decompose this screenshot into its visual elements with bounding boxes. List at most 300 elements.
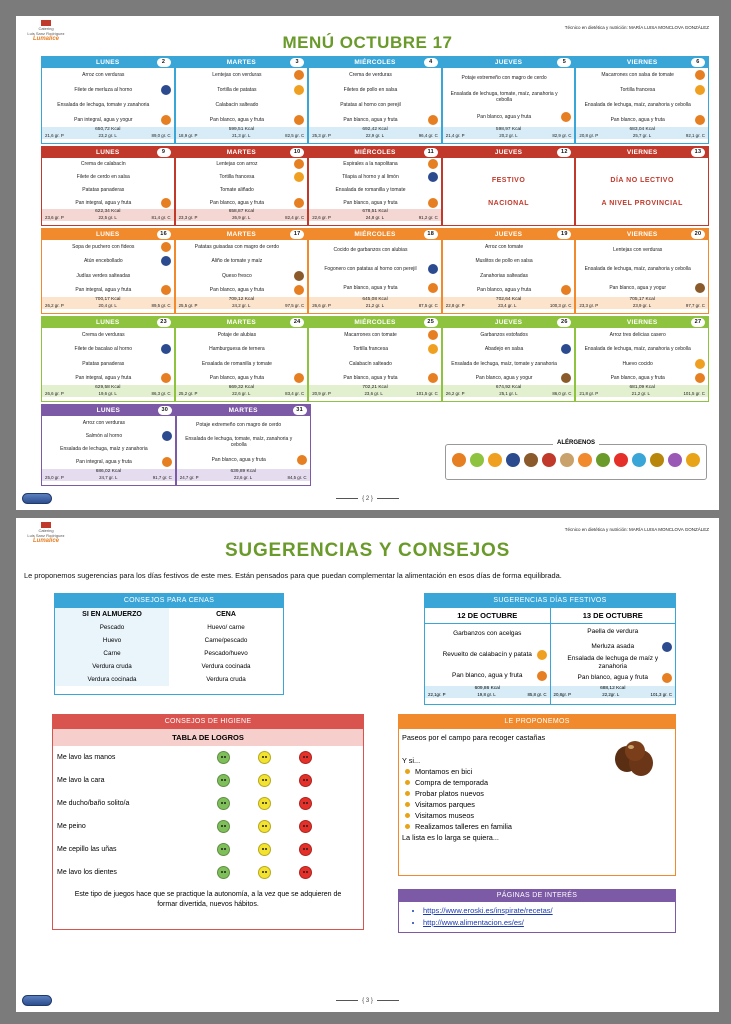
dish-item	[309, 171, 441, 184]
day-header	[42, 229, 174, 240]
dish-item	[42, 184, 174, 197]
happy-face-icon[interactable]	[217, 866, 230, 879]
dish-item	[42, 112, 174, 127]
dish-text: Patatas panaderas	[82, 360, 125, 367]
kcal-value: 598,97 Kcal	[495, 126, 522, 132]
dish-text: Ensalada de romanilla y tomate	[201, 360, 272, 367]
day-card	[41, 56, 175, 144]
protein-value: 26,6 gr. P	[312, 303, 331, 308]
dish-text: Pan integral, agua y fruta	[75, 199, 132, 206]
sad-face-icon[interactable]	[299, 751, 312, 764]
macros-row	[576, 303, 708, 309]
holiday-suggestions-title: SUGERENCIAS DÍAS FESTIVOS	[425, 594, 675, 608]
dish-item	[576, 259, 708, 278]
day-card	[442, 228, 576, 314]
page-title: SUGERENCIAS Y CONSEJOS	[224, 540, 511, 561]
dish-text: Arroz tres delicias casero	[609, 332, 666, 339]
week-row	[41, 316, 709, 402]
dish-item	[176, 254, 308, 268]
protein-value: 23,3 gr. P	[579, 303, 599, 308]
macros-row	[309, 303, 441, 309]
hygiene-note: Este tipo de juegos hace que se practique la autonomía, a la vez que se adquieren de formar divertida, nuevos hábitos.	[74, 891, 342, 908]
day-name: VIERNES	[626, 59, 658, 66]
dish-text: Pan integral, agua y fruta	[75, 459, 132, 466]
carb-value: 82,9 gr. C	[552, 132, 572, 138]
day-name: MIÉRCOLES	[354, 59, 396, 66]
neutral-face-icon[interactable]	[258, 797, 271, 810]
gluten-allergen-icon	[294, 285, 304, 295]
dish-text: Aliño de tomate y maíz	[211, 258, 263, 265]
allergen-icon	[578, 453, 592, 467]
intro-text: Le proponemos sugerencias para los días festivos de este mes. Están pensados para que puedan complementar la alimentación en esos días de forma equilibrada.	[24, 571, 562, 580]
dish-item	[309, 112, 441, 127]
dish-text: Muslitos de pollo en salsa	[475, 258, 533, 265]
nutrition-info	[176, 127, 308, 139]
dish-item	[176, 158, 308, 171]
day-header	[42, 405, 175, 416]
sad-face-icon[interactable]	[299, 843, 312, 856]
day-number: 26	[557, 318, 571, 327]
suggestion-item: Visitamos museos	[402, 810, 672, 821]
dish-text: Filetes de pollo en salsa	[343, 87, 398, 94]
day-number: 24	[290, 318, 304, 327]
lipid-value: 25,7 gr. L	[632, 133, 652, 138]
dish-item	[42, 254, 174, 268]
day-name: JUEVES	[494, 149, 523, 156]
day-card	[175, 228, 309, 314]
nutrition-info	[443, 297, 575, 309]
nutrition-info	[576, 127, 708, 139]
chestnut-image	[613, 739, 655, 779]
page-footer: { 2 }	[16, 496, 719, 502]
dish-text: Pan blanco, agua y fruta	[343, 284, 398, 291]
dish-text: Garbanzos con acelgas	[453, 630, 522, 638]
kcal-value: 702,64 Kcal	[495, 297, 522, 302]
dish-item	[176, 68, 308, 83]
protein-value: 23,6 gr. P	[45, 215, 64, 220]
allergen-icon	[686, 453, 700, 467]
holiday-text: FESTIVO	[491, 176, 526, 184]
interest-link[interactable]: • https://www.eroski.es/inspirate/recetas/	[423, 905, 675, 917]
dish-item	[42, 416, 175, 429]
macros-row	[176, 215, 308, 221]
macros-row	[42, 303, 174, 309]
dish-item	[42, 283, 174, 297]
gluten-allergen-icon	[561, 285, 571, 295]
nutrition-info	[176, 209, 308, 221]
logo-line1: Catering	[38, 26, 54, 31]
happy-face-icon[interactable]	[217, 820, 230, 833]
day-card	[41, 316, 175, 402]
day-number: 23	[157, 318, 171, 327]
day-header	[309, 317, 441, 328]
carb-value: 83,4 gr. C	[285, 391, 305, 396]
dish-item	[443, 68, 575, 88]
suggestion-line1: Paseos por el campo para recoger castañas	[402, 733, 546, 742]
dish-text: Zanahorias salteadas	[480, 272, 528, 279]
kcal-value: 645,08 Kcal	[362, 297, 388, 302]
macros-row	[443, 303, 575, 309]
gluten-allergen-icon	[428, 283, 438, 293]
protein-value: 20,8gr. P	[553, 692, 572, 697]
dinner-tip-item: Verdura cruda	[206, 676, 246, 683]
dish-text: Pan blanco, agua y fruta	[343, 199, 398, 206]
day-name: LUNES	[96, 149, 120, 156]
protein-value: 21,6 gr. P	[45, 133, 64, 138]
holiday-date: 13 DE OCTUBRE	[551, 608, 676, 624]
lunch-col-head: SI EN ALMUERZO	[82, 611, 142, 618]
fish-allergen-icon	[161, 256, 171, 266]
page-number: 2	[365, 496, 370, 502]
dish-text: Pan blanco, agua y yogur	[609, 284, 667, 291]
dish-item	[309, 328, 441, 342]
holiday-text: A NIVEL PROVINCIAL	[601, 199, 683, 207]
lipid-value: 24,7 gr. L	[99, 475, 118, 480]
lipid-value: 23,4 gr. L	[498, 303, 517, 308]
achievement-label: Me peino	[57, 823, 86, 830]
dish-text: Espirales a la napolitana	[343, 161, 398, 168]
dish-text: Tortilla de patatas	[217, 87, 257, 94]
gluten-allergen-icon	[161, 285, 171, 295]
dish-text: Pan integral, agua y fruta	[75, 374, 132, 381]
allergen-icon	[632, 453, 646, 467]
dish-item	[177, 451, 310, 469]
kcal-value: 692,42 Kcal	[362, 127, 388, 132]
fish-allergen-icon	[428, 172, 438, 182]
dish-text: Patatas guisadas con magro de cerdo	[194, 244, 279, 251]
macros-row	[443, 391, 575, 397]
protein-value: 22,6 gr. P	[312, 215, 331, 220]
dish-item	[443, 269, 575, 283]
nutrition-info	[42, 297, 174, 309]
fish-allergen-icon	[161, 85, 171, 95]
happy-face-icon[interactable]	[217, 751, 230, 764]
dish-text: Pan blanco, agua y fruta	[577, 674, 648, 682]
neutral-face-icon[interactable]	[258, 820, 271, 833]
day-header	[42, 57, 174, 68]
day-name: MIÉRCOLES	[354, 149, 396, 156]
sad-face-icon[interactable]	[299, 774, 312, 787]
egg-allergen-icon	[695, 85, 705, 95]
dish-text: Arroz con tomate	[485, 244, 524, 251]
kcal-value: 639,89 Kcal	[230, 468, 256, 474]
suggestion-item: Probar platos nuevos	[402, 788, 672, 799]
carb-value: 97,5 gr. C	[285, 303, 305, 308]
day-card	[308, 228, 442, 314]
interest-link[interactable]: • http://www.alimentacion.es/es/	[423, 917, 675, 929]
allergen-icon	[542, 453, 556, 467]
lipid-value: 22,2gr. L	[602, 692, 620, 697]
happy-face-icon[interactable]	[217, 774, 230, 787]
suggestion-item: Realizamos talleres en familia	[402, 821, 672, 832]
day-name: VIERNES	[626, 319, 658, 326]
dish-text: Potaje extremeño con magro de cerdo	[196, 421, 282, 428]
protein-value: 25,5 gr. P	[178, 303, 198, 308]
neutral-face-icon[interactable]	[258, 866, 271, 879]
macros-row	[42, 475, 175, 481]
lipid-value: 19,6 gr. L	[98, 391, 117, 396]
dish-text: Tortilla francesa	[219, 174, 255, 181]
nutritionist-credit: Técnico en dietética y nutrición: MARÍA LUISA MONCLOVA GONZÁLEZ	[564, 25, 709, 30]
macros-row	[176, 303, 308, 309]
dish-text: Pan blanco, agua y fruta	[610, 374, 665, 381]
dinner-col-head: CENA	[216, 611, 236, 618]
day-card	[575, 316, 709, 402]
carb-value: 85,8 gr. C	[527, 691, 547, 697]
dish-text: Tomate aliñado	[219, 186, 254, 193]
kcal-value: 702,21 Kcal	[362, 385, 388, 390]
achievement-row	[53, 861, 363, 884]
dish-text: Ensalada de lechuga, maíz, tomate y zanahoria	[451, 360, 557, 367]
dish-item	[576, 240, 708, 259]
page-number: 3	[365, 998, 370, 1004]
carb-value: 89,0 gr. C	[151, 133, 171, 138]
day-number: 25	[424, 318, 438, 327]
dish-text: Tortilla francesa	[620, 87, 656, 94]
dish-item	[309, 371, 441, 385]
carb-value: 89,5 gr. C	[151, 303, 171, 308]
dish-item	[176, 371, 308, 385]
dish-item	[309, 240, 441, 259]
dish-item	[576, 278, 708, 297]
dish-item	[176, 357, 308, 371]
sad-face-icon[interactable]	[299, 820, 312, 833]
day-number: 27	[691, 318, 705, 327]
lipid-value: 21,3 gr. L	[232, 133, 251, 138]
macros-row	[42, 133, 174, 139]
lipid-value: 22,5 gr. L	[98, 215, 117, 220]
day-name: JUEVES	[494, 231, 523, 238]
dish-text: Paella de verdura	[587, 627, 639, 635]
allergen-icon	[524, 453, 538, 467]
milk-allergen-icon	[294, 271, 304, 281]
kcal-value: 678,51 Kcal	[362, 209, 388, 214]
holiday-notice	[443, 158, 575, 225]
dish-item	[309, 83, 441, 98]
holiday-dish	[551, 671, 676, 687]
menu-page	[16, 16, 719, 510]
day-card	[41, 404, 176, 486]
sad-face-icon[interactable]	[299, 797, 312, 810]
dish-item	[176, 196, 308, 209]
dish-item	[42, 83, 174, 98]
lipid-value: 22,9 gr. L	[365, 133, 385, 138]
dish-text: Filete de bacalao al horno	[74, 346, 133, 353]
macros-row	[42, 215, 174, 221]
protein-value: 22,1gr. P	[428, 691, 446, 697]
lipid-value: 25,1 gr. L	[499, 391, 518, 396]
dish-text: Pan blanco, agua y fruta	[209, 199, 264, 206]
egg-allergen-icon	[695, 359, 705, 369]
lipid-value: 26,9 gr. L	[232, 215, 251, 220]
nutrition-info	[176, 385, 308, 397]
logo-line2: Luis Sanz Rodríguez	[27, 31, 65, 36]
dinner-tips-title: CONSEJOS PARA CENAS	[55, 594, 283, 608]
dish-text: Ensalada de lechuga, maíz, zanahoria y cebolla	[584, 265, 691, 272]
holiday-date: 12 DE OCTUBRE	[425, 608, 550, 624]
kcal-value: 705,17 Kcal	[629, 297, 655, 302]
kcal-value: 688,12 Kcal	[600, 686, 626, 691]
dish-text: Pan blanco, agua y fruta	[209, 374, 264, 381]
dish-item	[309, 196, 441, 209]
dish-text: Pan integral, agua y yogur	[74, 116, 133, 123]
lipid-value: 19,8 gr. L	[477, 691, 496, 697]
dinner-tip-item: Carne	[103, 650, 121, 657]
fish-allergen-icon	[428, 264, 438, 274]
dish-text: Hamburguesa de ternera	[209, 346, 265, 353]
kcal-value: 629,58 Kcal	[95, 385, 121, 390]
dish-text: Crema de verduras	[349, 72, 392, 79]
happy-face-icon[interactable]	[217, 843, 230, 856]
holiday-dish	[551, 640, 676, 656]
carb-value: 91,2 gr. C	[418, 215, 438, 220]
dish-text: Pan blanco, agua y fruta	[610, 116, 665, 123]
suggestion-item: Montamos en bici	[402, 766, 672, 777]
day-header	[176, 57, 308, 68]
allergen-icon	[614, 453, 628, 467]
dish-text: Filete de merluza al horno	[74, 87, 133, 94]
dish-text: Pan blanco, agua y fruta	[343, 374, 398, 381]
holiday-dish	[551, 624, 676, 640]
protein-value: 21,4 gr. P	[445, 132, 465, 138]
day-name: LUNES	[96, 231, 120, 238]
gluten-allergen-icon	[428, 373, 438, 383]
holiday-text: DÍA NO LECTIVO	[610, 176, 674, 184]
holiday-text: NACIONAL	[488, 199, 530, 207]
allergens-title: ALÉRGENOS	[553, 440, 599, 446]
carb-value: 81,4 gr. C	[151, 215, 171, 220]
achievement-label: Me lavo la cara	[57, 777, 105, 784]
nutrition-info	[42, 469, 175, 481]
fish-allergen-icon	[161, 344, 171, 354]
day-number: 18	[424, 230, 438, 239]
dish-item	[42, 456, 175, 469]
nutrition-info	[176, 297, 308, 309]
dish-text: Pan blanco, agua y fruta	[476, 114, 532, 121]
day-header	[576, 147, 708, 158]
suggestion-item: Visitamos parques	[402, 799, 672, 810]
dinner-tip-item: Pescado	[99, 624, 125, 631]
day-number: 11	[424, 148, 438, 157]
lipid-value: 24,2 gr. L	[232, 303, 251, 308]
carb-value: 91,7 gr. C	[152, 475, 172, 480]
happy-face-icon[interactable]	[217, 797, 230, 810]
neutral-face-icon[interactable]	[258, 774, 271, 787]
dish-text: Fogonero con patatas al horno con perejil	[324, 265, 417, 272]
nutrition-info	[42, 127, 174, 139]
dish-item	[443, 283, 575, 297]
day-card	[575, 228, 709, 314]
dish-text: Arroz con verduras	[82, 419, 126, 426]
macros-row	[576, 133, 708, 139]
dinner-tip-item: Verdura cruda	[92, 663, 132, 670]
dinner-tip-item: Huevo/ carne	[207, 624, 245, 631]
dish-text: Cocido de garbanzos con alubias	[333, 246, 408, 253]
kcal-value: 650,72 Kcal	[95, 127, 121, 132]
day-name: LUNES	[96, 319, 120, 326]
dish-text: Revuelto de calabacín y patata	[442, 650, 532, 658]
carb-value: 86,0 gr. C	[552, 391, 572, 396]
dish-item	[42, 429, 175, 442]
protein-value: 26,6 gr. P	[45, 391, 64, 396]
dish-text: Tilapia al horno y al limón	[342, 174, 399, 181]
day-number: 2	[157, 58, 171, 67]
day-name: MARTES	[226, 231, 257, 238]
nutrition-info	[443, 385, 575, 397]
sad-face-icon[interactable]	[299, 866, 312, 879]
gluten-allergen-icon	[695, 115, 705, 125]
dish-item	[42, 269, 174, 283]
day-name: LUNES	[96, 59, 120, 66]
dish-text: Merluza asada	[591, 643, 635, 651]
day-name: MARTES	[226, 319, 257, 326]
dish-item	[576, 328, 708, 342]
dish-item	[42, 68, 174, 83]
carb-value: 92,1 gr. C	[685, 133, 705, 138]
dish-item	[176, 184, 308, 197]
nutritionist-credit: Técnico en dietética y nutrición: MARÍA LUISA MONCLOVA GONZÁLEZ	[564, 527, 709, 532]
lipid-value: 21,2 gr. L	[631, 391, 650, 396]
dish-text: Macarrones con salsa de tomate	[601, 72, 674, 79]
dish-item	[309, 98, 441, 113]
day-header	[42, 147, 174, 158]
dish-item	[176, 283, 308, 297]
dish-text: Ensalada de lechuga, tomate, maíz, zanahoria y cebolla	[450, 91, 558, 104]
achievement-row	[53, 769, 363, 792]
dish-text: Calabacín salteado	[349, 360, 392, 367]
kcal-value: 674,92 Kcal	[495, 385, 522, 390]
dish-text: Calabacín salteado	[215, 101, 259, 108]
nutrition-info	[576, 385, 708, 397]
dish-item	[309, 259, 441, 278]
dish-item	[42, 371, 174, 385]
holiday-dish	[425, 665, 550, 686]
day-card	[176, 404, 311, 486]
gluten-allergen-icon	[695, 373, 705, 383]
lipid-value: 20,2 gr. L	[499, 132, 518, 138]
fish-allergen-icon	[162, 431, 172, 441]
neutral-face-icon[interactable]	[258, 843, 271, 856]
holiday-notice	[576, 158, 708, 225]
lipid-value: 23,2 gr. L	[98, 133, 117, 138]
gluten-allergen-icon	[294, 115, 304, 125]
day-name: MARTES	[228, 407, 258, 414]
kcal-value: 669,32 Kcal	[228, 385, 255, 390]
dish-text: Pan blanco, agua y fruta	[209, 116, 264, 123]
protein-value: 18,9 gr. P	[178, 133, 198, 138]
dish-text: Ensalada de lechuga, maíz y zanahoria	[60, 446, 148, 453]
kcal-value: 683,04 Kcal	[629, 127, 655, 132]
macros-row	[551, 692, 676, 698]
gluten-allergen-icon	[428, 159, 438, 169]
day-number: 10	[290, 148, 304, 157]
dish-item	[42, 342, 174, 356]
dinner-tip-item: Verdura cocinada	[87, 676, 137, 683]
lipid-value: 24,8 gr. L	[365, 215, 385, 220]
macros-row	[443, 133, 575, 139]
gluten-allergen-icon	[428, 330, 438, 340]
day-header	[309, 57, 441, 68]
day-card	[308, 56, 442, 144]
day-name: JUEVES	[494, 319, 523, 326]
kcal-value: 686,02 Kcal	[95, 469, 122, 474]
neutral-face-icon[interactable]	[258, 751, 271, 764]
day-name: JUEVES	[494, 59, 523, 66]
day-header	[443, 317, 575, 328]
dish-item	[42, 240, 174, 254]
allergen-icon	[596, 453, 610, 467]
dish-item	[443, 357, 575, 371]
